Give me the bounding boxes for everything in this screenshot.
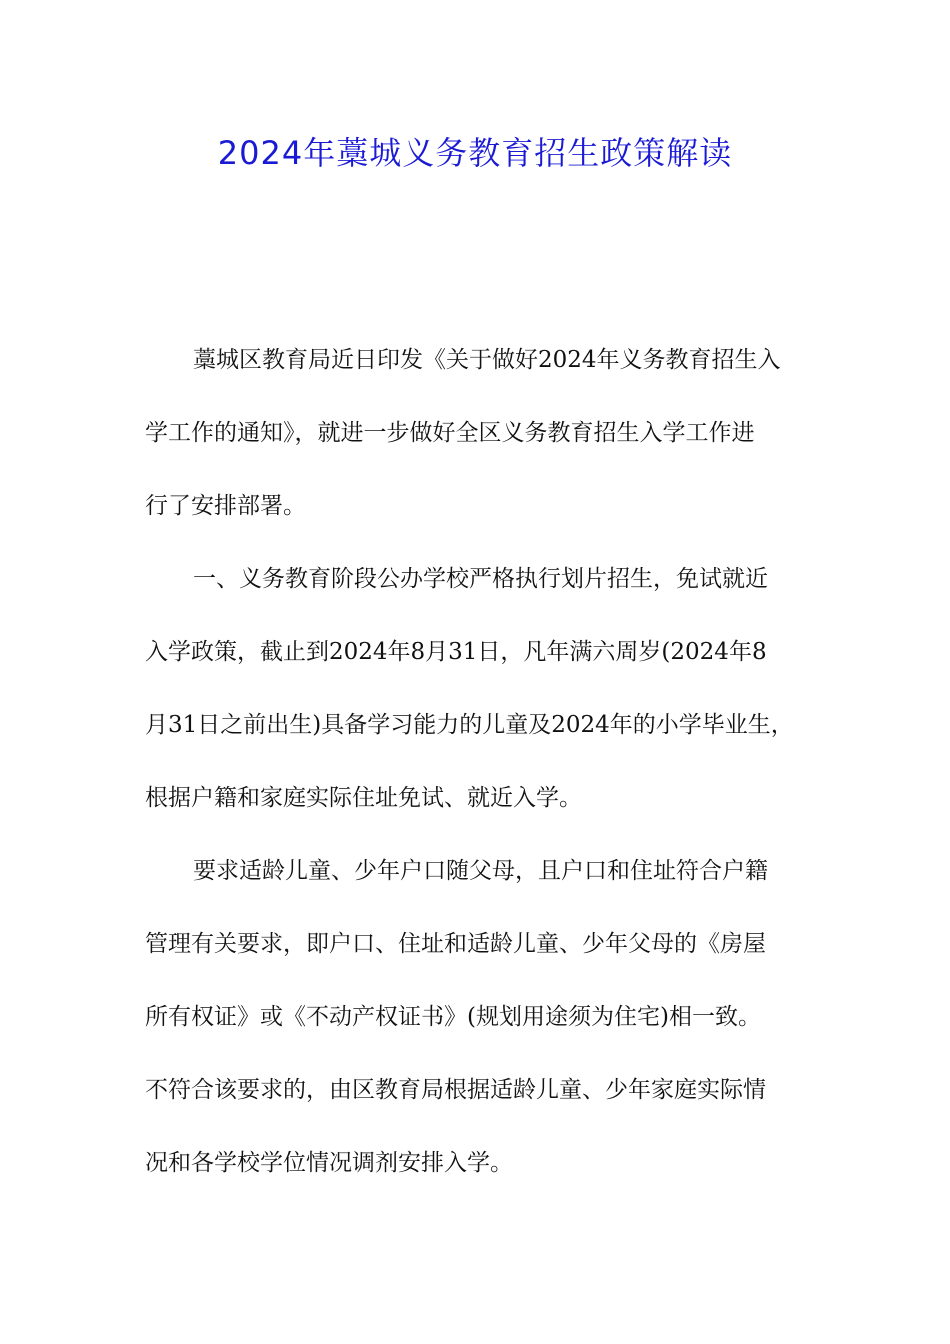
paragraph-line: 要求适龄儿童、少年户口随父母，且户口和住址符合户籍	[193, 858, 768, 884]
paragraph-line: 根据户籍和家庭实际住址免试、就近入学。	[145, 785, 582, 811]
document-title: 2024年藁城义务教育招生政策解读	[217, 134, 733, 172]
paragraph-line: 况和各学校学位情况调剂安排入学。	[145, 1150, 513, 1176]
paragraph-line: 月31日之前出生)具备学习能力的儿童及2024年的小学毕业生，	[145, 712, 794, 738]
paragraph-line: 所有权证》或《不动产权证书》(规划用途须为住宅)相一致。	[145, 1004, 761, 1030]
document-body	[145, 334, 815, 1210]
paragraph-line: 管理有关要求，即户口、住址和适龄儿童、少年父母的《房屋	[145, 931, 766, 957]
paragraph-line: 学工作的通知》，就进一步做好全区义务教育招生入学工作进	[145, 420, 755, 446]
paragraph-line: 行了安排部署。	[145, 493, 306, 519]
paragraph-enrollment-notice	[145, 334, 815, 553]
paragraph-admission-policy	[145, 553, 815, 845]
paragraph-line: 藁城区教育局近日印发《关于做好2024年义务教育招生入	[193, 347, 781, 373]
paragraph-residence-requirements	[145, 845, 815, 1210]
paragraph-line: 一、义务教育阶段公办学校严格执行划片招生，免试就近	[193, 566, 768, 592]
paragraph-line: 入学政策，截止到2024年8月31日，凡年满六周岁(2024年8	[145, 639, 767, 665]
paragraph-line: 不符合该要求的，由区教育局根据适龄儿童、少年家庭实际情	[145, 1077, 766, 1103]
